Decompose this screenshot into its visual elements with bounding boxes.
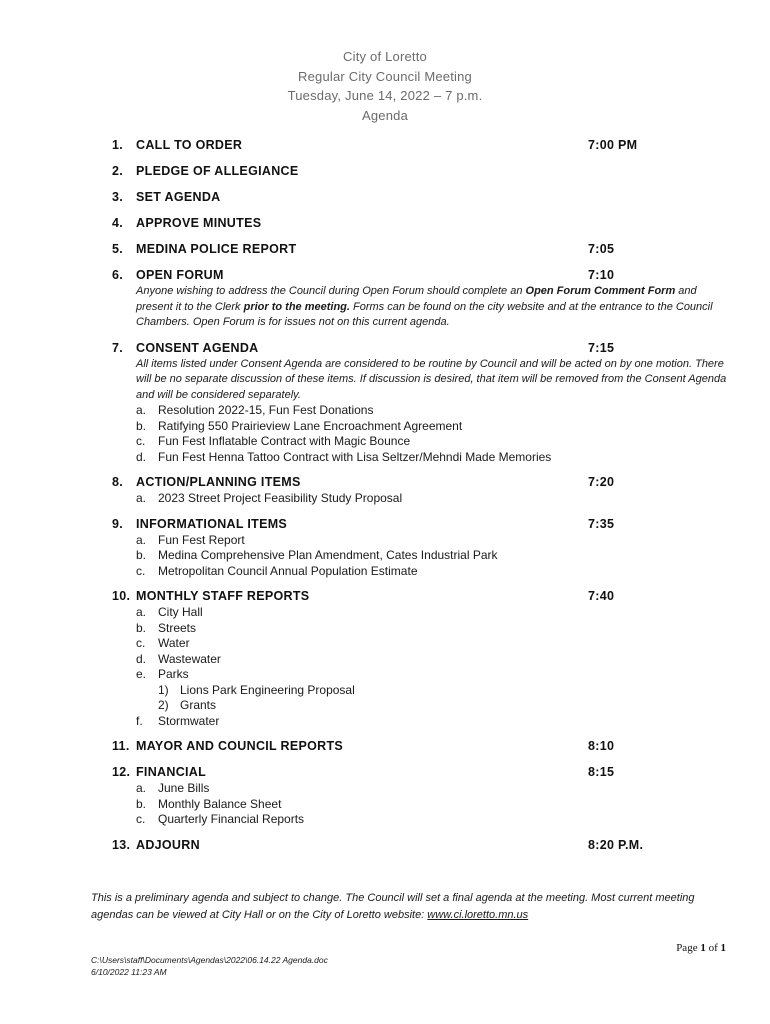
agenda-item-heading: [112, 216, 732, 232]
agenda-item-heading: [112, 190, 732, 206]
meeting-date: Tuesday, June 14, 2022 – 7 p.m.: [287, 88, 483, 103]
agenda-item-time: 8:20 P.M.: [588, 837, 644, 852]
file-info: [91, 954, 328, 978]
agenda-item-title: CONSENT AGENDA: [136, 340, 259, 355]
agenda-item-title: ACTION/PLANNING ITEMS: [136, 475, 301, 489]
sub-item-marker: a.: [136, 491, 147, 505]
agenda-item-time: 8:10: [588, 739, 615, 753]
sub-item-text: Fun Fest Inflatable Contract with Magic Bounce: [158, 434, 411, 448]
agenda-item: [112, 268, 732, 331]
note-fragment: Anyone wishing to address the Council during Open Forum should complete an: [136, 285, 526, 297]
agenda-item: [112, 242, 732, 258]
sub-item-list: [136, 491, 732, 507]
agenda-item: [112, 765, 732, 828]
sub-item-marker: 1): [158, 682, 169, 697]
file-path: C:\Users\staff\Documents\Agendas\2022\06.14.22 Agenda.doc: [91, 955, 328, 965]
sub-item-text: Wastewater: [158, 651, 221, 666]
agenda-header: [0, 47, 770, 125]
sub-item-list: [136, 533, 732, 580]
agenda-item-time: 7:05: [588, 242, 615, 256]
agenda-item-heading: [112, 138, 732, 154]
sub-item-text: Streets: [158, 620, 197, 635]
sub-item-text: Quarterly Financial Reports: [158, 812, 305, 826]
agenda-item-time: 7:00 PM: [588, 138, 638, 152]
agenda-item-title: APPROVE MINUTES: [136, 216, 262, 230]
agenda-item-title: PLEDGE OF ALLEGIANCE: [136, 164, 299, 178]
sub-item-list: [136, 605, 732, 729]
agenda-item-heading: [112, 164, 732, 180]
agenda-item-number: 12.: [112, 765, 131, 779]
sub-item: [136, 797, 732, 813]
sub-item-marker: c.: [136, 563, 146, 578]
sub-item-marker: a.: [136, 403, 147, 417]
agenda-item-heading: [112, 765, 732, 781]
footer-note-text: This is a preliminary agenda and subject to change. The Council will set a final agenda at the meeting. Most current meeting agendas can be viewed at City Hall or on the City of Loretto website:: [91, 892, 695, 921]
sub-item-text: Medina Comprehensive Plan Amendment, Cates Industrial Park: [158, 548, 498, 562]
agenda-item-number: 10.: [112, 589, 131, 603]
agenda-item-number: 7.: [112, 340, 124, 355]
agenda-item-time: 7:35: [588, 516, 615, 531]
sub-item-text: Fun Fest Henna Tattoo Contract with Lisa Seltzer/Mehndi Made Memories: [158, 449, 552, 464]
note-fragment: Forms can be found on the city website and at the entrance to the Council Chambers. Open Forum is for issues not on this current agenda.: [136, 300, 713, 328]
sub-item-text: Stormwater: [158, 713, 220, 728]
sub-item-list: [136, 403, 732, 465]
agenda-item-time: 7:20: [588, 475, 615, 489]
sub-item-marker: c.: [136, 812, 146, 826]
agenda-item-number: 1.: [112, 138, 124, 152]
sub-item-marker: f.: [136, 713, 143, 728]
sub-item-marker: c.: [136, 636, 146, 650]
agenda-item-heading: [112, 242, 732, 258]
sub-item-marker: a.: [136, 532, 147, 547]
sub-item-marker: d.: [136, 449, 147, 464]
sub-item-marker: e.: [136, 667, 147, 681]
sub-item: [136, 419, 732, 435]
sub-item-marker: c.: [136, 434, 146, 448]
sub-item: [136, 403, 732, 419]
footer-note: [91, 890, 731, 924]
agenda-item-heading: [112, 838, 732, 854]
sub-item: [136, 636, 732, 652]
website-link[interactable]: www.ci.loretto.mn.us: [427, 909, 529, 921]
sub-item-text: Water: [158, 636, 190, 650]
agenda-item-note: [136, 284, 732, 331]
sub-item-text: Ratifying 550 Prairieview Lane Encroachment Agreement: [158, 418, 463, 433]
agenda-item-time: 7:15: [588, 340, 615, 355]
agenda-item-title: MAYOR AND COUNCIL REPORTS: [136, 739, 344, 753]
sub-item: [136, 698, 732, 714]
sub-item-text: Grants: [180, 698, 217, 712]
agenda-item-title: INFORMATIONAL ITEMS: [136, 516, 288, 531]
agenda-item-time: 7:40: [588, 589, 615, 603]
sub-item: [136, 652, 732, 668]
sub-item-text: Monthly Balance Sheet: [158, 796, 282, 811]
agenda-item-title: MEDINA POLICE REPORT: [136, 242, 297, 256]
agenda-item: [112, 739, 732, 755]
page-total: 1: [720, 942, 726, 954]
agenda-item-title: FINANCIAL: [136, 765, 207, 779]
agenda-item: [112, 589, 732, 729]
agenda-item-number: 6.: [112, 268, 124, 282]
agenda-item-title: OPEN FORUM: [136, 268, 224, 282]
agenda-item-time: 8:15: [588, 765, 615, 779]
agenda-item-heading: [112, 739, 732, 755]
agenda-item-heading: [112, 589, 732, 605]
city-name: City of Loretto: [343, 49, 427, 64]
agenda-item: [112, 475, 732, 507]
agenda-item-number: 8.: [112, 475, 124, 489]
agenda-item-title: CALL TO ORDER: [136, 138, 243, 152]
sub-item-text: Parks: [158, 667, 189, 681]
agenda-item-heading: [112, 268, 732, 284]
sub-item: [136, 667, 732, 683]
agenda-item: [112, 164, 732, 180]
sub-item-text: June Bills: [158, 781, 210, 795]
agenda-item-title: SET AGENDA: [136, 190, 221, 204]
agenda-item: [112, 190, 732, 206]
sub-item-text: Fun Fest Report: [158, 532, 245, 547]
agenda-item-title: MONTHLY STAFF REPORTS: [136, 589, 310, 603]
agenda-list: [112, 138, 732, 864]
document-title: Agenda: [361, 107, 409, 123]
sub-item: [136, 714, 732, 730]
agenda-item-heading: [112, 517, 732, 533]
agenda-item-note: All items listed under Consent Agenda are considered to be routine by Council and will be acted on by one motion. There will be no separate discussion of these items. If discussion is desired, that item will be removed from the Consent Agenda and will be considered separately.: [136, 357, 727, 401]
sub-item-text: 2023 Street Project Feasibility Study Proposal: [158, 491, 403, 505]
agenda-item: [112, 838, 732, 854]
agenda-item: [112, 341, 732, 466]
agenda-item: [112, 216, 732, 232]
sub-item: [136, 548, 732, 564]
sub-item: [136, 434, 732, 450]
sub-item-marker: 2): [158, 698, 169, 712]
sub-item: [136, 564, 732, 580]
sub-item-text: Metropolitan Council Annual Population Estimate: [158, 563, 418, 578]
sub-item: [136, 491, 732, 507]
agenda-item-number: 13.: [112, 837, 131, 852]
agenda-item: [112, 517, 732, 580]
agenda-item: [112, 138, 732, 154]
agenda-item-number: 4.: [112, 216, 124, 230]
sub-item-text: City Hall: [158, 605, 203, 619]
page-number: [676, 942, 726, 954]
sub-item: [136, 605, 732, 621]
page-label: Page: [676, 942, 701, 954]
page-current: 1: [700, 942, 706, 954]
sub-item: [136, 621, 732, 637]
agenda-item-number: 9.: [112, 516, 124, 531]
note-fragment: Open Forum Comment Form: [525, 285, 676, 297]
sub-item: [136, 812, 732, 828]
agenda-item-time: 7:10: [588, 268, 615, 282]
agenda-item-number: 5.: [112, 242, 124, 256]
sub-item: [136, 781, 732, 797]
sub-item-list: [136, 781, 732, 828]
sub-item-marker: d.: [136, 651, 147, 666]
agenda-item-heading: [112, 341, 732, 357]
note-fragment: prior to the meeting.: [243, 300, 350, 313]
sub-item: [136, 683, 732, 699]
sub-item-marker: b.: [136, 620, 147, 635]
sub-item: [136, 533, 732, 549]
sub-item: [136, 450, 732, 466]
agenda-item-number: 2.: [112, 164, 124, 178]
sub-item-marker: a.: [136, 781, 147, 795]
agenda-item-number: 11.: [112, 739, 130, 753]
page-of-label: of: [705, 942, 721, 954]
note-fragment: and present it to the Clerk: [136, 285, 697, 313]
agenda-item-title: ADJOURN: [136, 837, 200, 852]
meeting-type: Regular City Council Meeting: [298, 68, 472, 84]
sub-item-text: Lions Park Engineering Proposal: [180, 682, 355, 697]
sub-item-marker: b.: [136, 796, 147, 811]
sub-item-text: Resolution 2022-15, Fun Fest Donations: [158, 403, 374, 417]
file-date: 6/10/2022 11:23 AM: [91, 967, 167, 977]
sub-item-marker: b.: [136, 548, 147, 562]
sub-item-marker: b.: [136, 418, 147, 433]
sub-item-marker: a.: [136, 605, 147, 619]
agenda-item-number: 3.: [112, 190, 124, 204]
agenda-item-heading: [112, 475, 732, 491]
